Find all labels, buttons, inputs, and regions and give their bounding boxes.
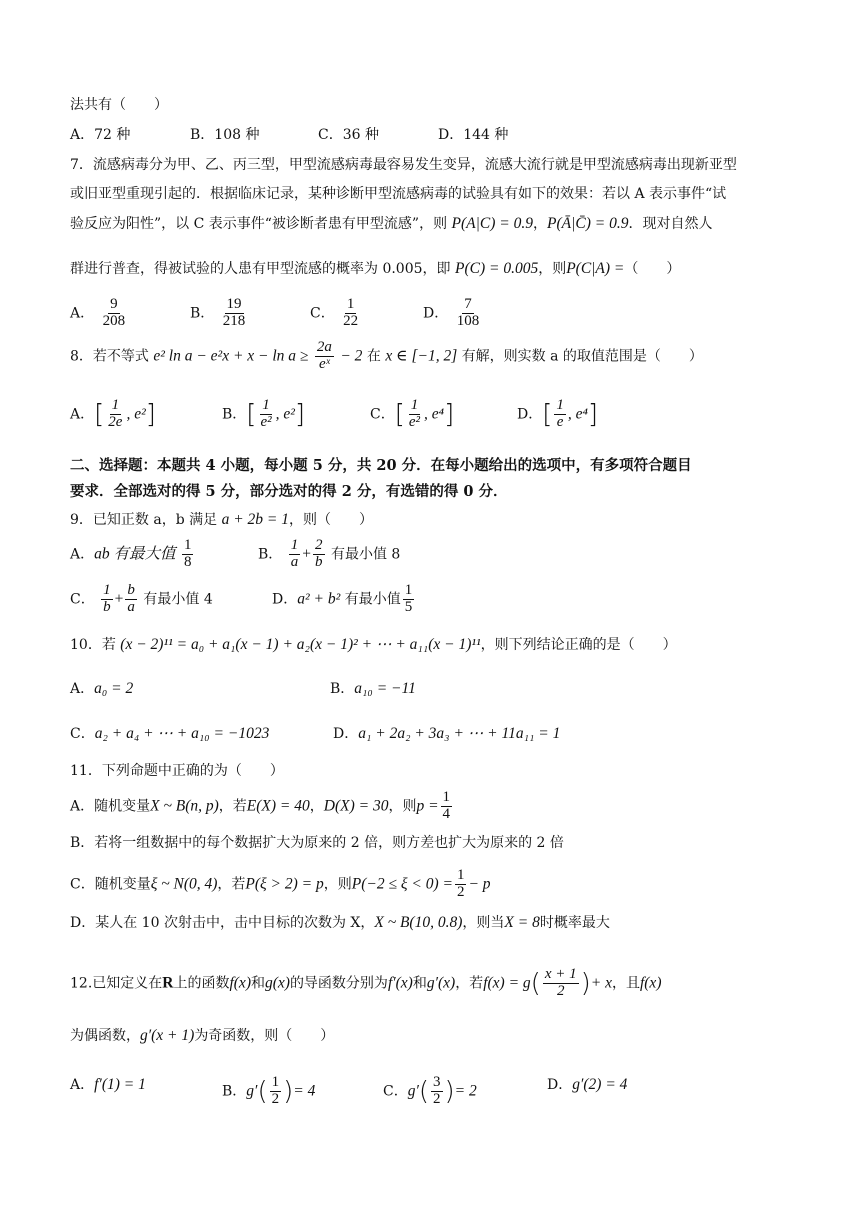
q8-option-d <box>517 398 598 431</box>
bracket-left: [ <box>542 399 553 430</box>
numerator: x + 1 <box>544 966 577 982</box>
section-heading-line2: 要求．全部选对的得 5 分，部分选对的得 2 分，有选错的得 0 分． <box>70 483 508 500</box>
q10-prefix: 10．若 <box>70 637 116 653</box>
numerator: 1 <box>442 789 451 805</box>
q12-math: g(x) <box>264 974 290 992</box>
q11-stem: 11．下列命题中正确的为（ ） <box>70 763 284 779</box>
fraction <box>270 1075 282 1108</box>
option-math: g′ <box>246 1082 258 1100</box>
denominator: 208 <box>102 312 126 329</box>
denominator: 108 <box>456 312 480 329</box>
fraction <box>101 297 128 330</box>
q9-option-d <box>272 583 416 616</box>
option-label: A． <box>70 681 95 697</box>
q9-option-c <box>70 583 213 616</box>
option-label: D． <box>547 1077 573 1093</box>
q8-inequality-right: − 2 <box>340 347 363 365</box>
option-label: B． <box>222 1083 247 1100</box>
bracket-right: ] <box>444 399 455 430</box>
bracket-left: [ <box>94 399 105 430</box>
numerator: 1 <box>404 582 413 598</box>
q9-option-b <box>258 538 400 571</box>
numerator: 1 <box>271 1074 280 1090</box>
q7-sep: ， <box>533 216 547 232</box>
option-label: D． <box>423 305 449 322</box>
option-math: = 2 <box>454 1082 477 1100</box>
q10-option-d <box>333 724 560 744</box>
fraction <box>455 868 467 901</box>
denominator: a <box>290 553 299 570</box>
numerator: 1 <box>262 397 270 413</box>
q7-prob-a-given-c: P(A|C) = 0.9 <box>451 215 533 232</box>
fraction <box>125 583 137 616</box>
denominator: 4 <box>442 805 451 822</box>
upper-bound: , e⁴ <box>567 405 588 423</box>
option-text: ，则 <box>323 876 352 893</box>
option-label: C． <box>310 305 335 322</box>
option-label: B． <box>330 681 355 697</box>
option-text: ，若 <box>218 798 247 815</box>
paren-right: ) <box>444 1076 455 1107</box>
option-label: C． <box>70 726 95 742</box>
denominator: 22 <box>343 312 359 329</box>
q7-line1: 7．流感病毒分为甲、乙、丙三型，甲型流感病毒最容易发生变异，流感大流行就是甲型流感病毒出现新亚型 <box>70 157 737 173</box>
q12-text: 为偶函数， <box>70 1028 140 1044</box>
q11-option-d <box>70 913 610 933</box>
q10-expansion: (x − 2)¹¹ = a₀ + a₁(x − 1) + a₂(x − 1)² + ⋯ + a₁₁(x − 1)¹¹ <box>120 636 481 653</box>
plus: + <box>114 590 124 608</box>
q9-stem-text: 9．已知正数 a，b 满足 <box>70 512 218 528</box>
q11-option-a <box>70 790 454 823</box>
fraction <box>106 398 124 431</box>
q7-line3-text: 验反应为阳性”，以 C 表示事件“被诊断者患有甲型流感”，则 <box>70 216 448 232</box>
fraction <box>101 583 113 616</box>
q12-text: 为奇函数，则（ ） <box>194 1028 335 1044</box>
denominator: eˣ <box>318 355 330 372</box>
denominator: a <box>127 598 135 615</box>
q7-prob-not-a-given-not-c: P(Ā|C̄) = 0.9 <box>547 215 629 232</box>
option-math: a₁ + 2a₂ + 3a₃ + ⋯ + 11a₁₁ = 1 <box>358 725 561 742</box>
reals-symbol: R <box>162 974 174 992</box>
option-text: ， <box>309 798 324 815</box>
fraction <box>407 398 422 431</box>
option-math: g′(2) = 4 <box>572 1076 628 1093</box>
denominator: 2 <box>556 982 565 999</box>
q12-text: 和 <box>250 975 265 992</box>
plus: + <box>302 545 311 563</box>
option-math: p = <box>416 797 439 815</box>
q12-text: ，若 <box>455 975 484 992</box>
q12-math: f(x) <box>639 974 662 992</box>
q7-option-d <box>423 297 483 330</box>
option-text: 有最小值 <box>344 591 401 608</box>
q9-stem <box>70 510 373 530</box>
q8-mid: 在 <box>366 348 381 365</box>
fraction <box>341 297 360 330</box>
q12-math: + x <box>590 974 612 992</box>
option-label: D． <box>517 406 543 423</box>
q6-tail: 法共有（ ） <box>70 97 168 113</box>
q12-option-a <box>70 1075 146 1095</box>
bracket-left: [ <box>246 399 257 430</box>
q12-math: f(x) <box>229 974 251 992</box>
numerator: 19 <box>226 296 242 312</box>
q6-option-a: A．72 种 <box>70 127 131 143</box>
option-label: A． <box>70 305 95 322</box>
q6-option-c: C．36 种 <box>318 127 379 143</box>
q12-stem-line2 <box>70 1026 334 1046</box>
q12-text: 上的函数 <box>173 975 230 992</box>
option-text: ，则 <box>388 798 417 815</box>
option-label: A． <box>70 1077 95 1093</box>
q7-line2: 或旧亚型重现引起的．根据临床记录，某种诊断甲型流感病毒的试验具有如下的效果：若以 A 表示事件“试 <box>70 186 727 202</box>
option-math: P(−2 ≤ ξ < 0) = <box>351 875 453 893</box>
q8-fraction <box>315 340 334 373</box>
numerator: 1 <box>183 537 192 553</box>
q12-text: 的导函数分别为 <box>289 975 388 992</box>
q12-math: f(x) = g <box>483 974 531 992</box>
numerator: 2 <box>315 537 323 553</box>
q12-math: g′(x + 1) <box>140 1027 195 1044</box>
q7-option-b <box>190 297 249 330</box>
fraction <box>554 398 566 431</box>
bracket-right: ] <box>587 399 599 430</box>
option-label: B． <box>258 546 283 563</box>
q8-domain: x ∈ [−1, 2] <box>385 347 458 365</box>
q7-line4-end: （ ） <box>624 261 681 277</box>
paren-left: ( <box>530 968 541 999</box>
option-math: X = 8 <box>504 914 540 931</box>
option-math: X ~ B(10, 0.8) <box>374 914 463 931</box>
option-text: A．随机变量 <box>70 798 151 815</box>
q9-condition: a + 2b = 1 <box>221 511 289 528</box>
option-text: 有最小值 4 <box>143 591 213 608</box>
numerator: 3 <box>433 1074 441 1090</box>
q12-math: g′(x) <box>426 974 456 992</box>
q8-suffix: 有解，则实数 a 的取值范围是（ ） <box>461 348 703 365</box>
option-text: ，则当 <box>462 915 505 931</box>
option-math: ξ ~ N(0, 4) <box>150 875 218 893</box>
numerator: 1 <box>290 537 299 553</box>
numerator: 1 <box>346 296 355 312</box>
paren-right: ) <box>580 968 591 999</box>
denominator: 5 <box>404 598 413 615</box>
denominator: 2e <box>108 413 123 430</box>
q12-text: 和 <box>412 975 427 992</box>
q7-line4-text: 群进行普查，得被试验的人患有甲型流感的概率为 0.005，即 <box>70 261 451 277</box>
numerator: 1 <box>456 867 465 883</box>
q8-stem <box>70 340 703 373</box>
option-text: ab 有最大值 <box>94 545 176 563</box>
option-label: D． <box>333 726 359 742</box>
q8-option-c <box>370 398 454 431</box>
numerator: b <box>127 582 135 598</box>
denominator: 2 <box>456 883 465 900</box>
q7-line3-end: ．现对自然人 <box>628 216 713 232</box>
option-label: A． <box>70 406 95 423</box>
q7-line4-sep: ，则 <box>538 261 567 277</box>
option-label: C． <box>383 1083 408 1100</box>
option-math: g′ <box>407 1082 419 1100</box>
option-label: B． <box>222 406 247 423</box>
option-math: f′(1) = 1 <box>94 1076 146 1093</box>
q8-inequality-left: e² ln a − e²x + x − ln a ≥ <box>153 347 309 365</box>
q12-option-c <box>383 1075 477 1108</box>
option-math: a₀ = 2 <box>94 680 134 697</box>
numerator: 9 <box>110 296 118 312</box>
section-heading-line1: 二、选择题：本题共 4 小题，每小题 5 分，共 20 分．在每小题给出的选项中，有多项符合题目 <box>70 457 692 474</box>
bracket-right: ] <box>145 399 156 430</box>
q7-line4 <box>70 259 680 279</box>
option-label: D． <box>272 591 298 608</box>
numerator: 1 <box>410 397 419 413</box>
numerator: 1 <box>103 582 111 598</box>
upper-bound: , e² <box>126 405 146 423</box>
option-text: C．随机变量 <box>70 876 151 893</box>
option-math: a₁₀ = −11 <box>354 680 416 697</box>
upper-bound: , e⁴ <box>424 405 445 423</box>
fraction <box>441 790 453 823</box>
upper-bound: , e² <box>275 405 295 423</box>
q7-option-c <box>310 297 362 330</box>
q6-option-d: D．144 种 <box>438 127 509 143</box>
paren-left: ( <box>418 1076 430 1107</box>
paren-left: ( <box>257 1076 268 1107</box>
q10-option-c <box>70 724 269 744</box>
q9-option-a <box>70 538 195 571</box>
option-math: P(ξ > 2) = p <box>245 875 324 893</box>
fraction <box>431 1075 443 1108</box>
q6-option-b: B．108 种 <box>190 127 260 143</box>
option-text: ，若 <box>217 876 246 893</box>
option-label: C． <box>370 406 395 423</box>
denominator: 8 <box>183 553 192 570</box>
option-label: C． <box>70 591 95 608</box>
fraction <box>455 297 482 330</box>
q12-stem-line1 <box>70 967 661 1000</box>
q11-option-c <box>70 868 491 901</box>
option-math: a² + b² <box>297 590 341 608</box>
denominator: 2 <box>271 1090 280 1107</box>
q12-math: f′(x) <box>387 974 413 992</box>
q12-text: ，且 <box>611 975 640 992</box>
denominator: e <box>556 413 564 430</box>
paren-right: ) <box>283 1076 294 1107</box>
option-label: B． <box>190 305 215 322</box>
option-text: D．某人在 10 次射击中，击中目标的次数为 X， <box>70 915 375 931</box>
option-math: E(X) = 40 <box>246 797 310 815</box>
q10-option-b <box>330 679 416 699</box>
denominator: b <box>103 598 111 615</box>
q7-option-a <box>70 297 129 330</box>
fraction <box>221 297 248 330</box>
q8-option-a <box>70 398 156 431</box>
option-math: a₂ + a₄ + ⋯ + a₁₀ = −1023 <box>94 725 270 742</box>
q11-option-b: B．若将一组数据中的每个数据扩大为原来的 2 倍，则方差也扩大为原来的 2 倍 <box>70 835 564 851</box>
denominator: e² <box>408 413 421 430</box>
q9-stem-end: ，则（ ） <box>289 512 373 528</box>
q10-stem <box>70 635 677 655</box>
option-text: 有最小值 8 <box>330 546 401 563</box>
numerator: 7 <box>464 296 472 312</box>
q7-line3 <box>70 214 712 234</box>
denominator: e² <box>260 413 272 430</box>
q8-prefix: 8．若不等式 <box>70 348 149 365</box>
denominator: 2 <box>433 1090 441 1107</box>
q12-option-b <box>222 1075 315 1108</box>
option-text: 时概率最大 <box>539 915 610 931</box>
option-math: D(X) = 30 <box>323 797 389 815</box>
q7-prob-c-given-a: P(C|A) = <box>566 260 625 277</box>
q12-option-d <box>547 1075 627 1095</box>
fraction <box>258 398 273 431</box>
bracket-right: ] <box>294 399 306 430</box>
bracket-left: [ <box>394 399 405 430</box>
q10-suffix: ，则下列结论正确的是（ ） <box>480 637 677 653</box>
q8-option-b <box>222 398 305 431</box>
numerator: 2a <box>316 339 332 355</box>
q7-prob-c: P(C) = 0.005 <box>454 260 539 277</box>
denominator: 218 <box>222 312 246 329</box>
fraction <box>182 538 194 571</box>
q12-text: 12.已知定义在 <box>70 975 163 992</box>
fraction <box>543 967 579 1000</box>
q10-option-a <box>70 679 133 699</box>
fraction <box>313 538 325 571</box>
option-math: − p <box>468 875 491 893</box>
fraction <box>403 583 415 616</box>
option-math: = 4 <box>293 1082 316 1100</box>
option-label: A． <box>70 546 95 563</box>
numerator: 1 <box>556 397 564 413</box>
numerator: 1 <box>111 397 120 413</box>
denominator: b <box>315 553 323 570</box>
option-math: X ~ B(n, p) <box>150 797 219 815</box>
fraction <box>289 538 301 571</box>
